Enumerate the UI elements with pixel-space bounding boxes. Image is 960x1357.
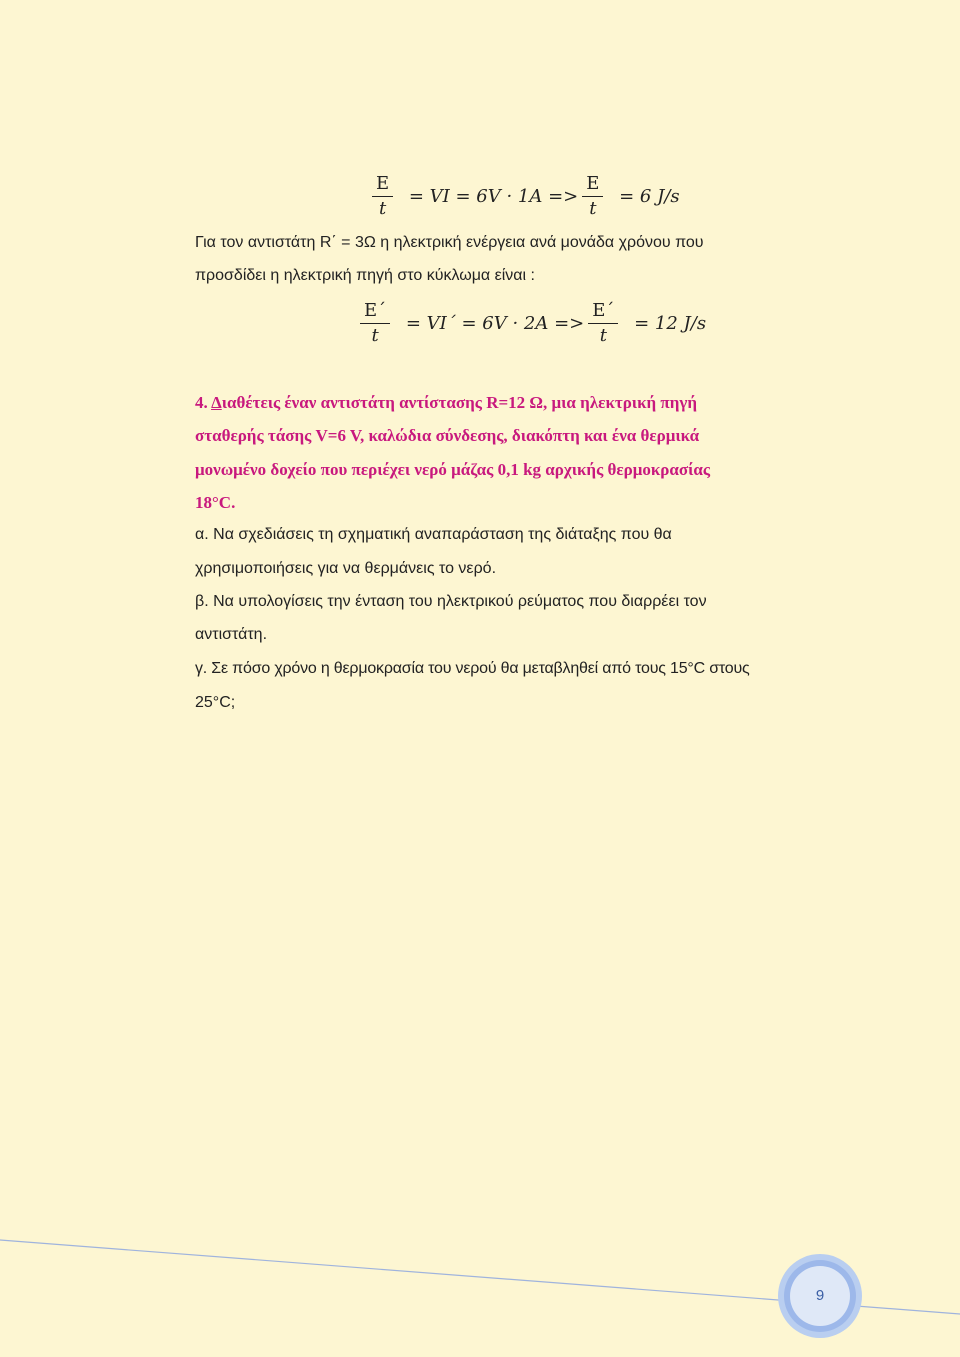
fraction-denominator: t xyxy=(378,198,387,219)
question-first-letter: Δ xyxy=(211,393,222,412)
equation-result: = 12 𝐽/𝑠 xyxy=(628,313,707,334)
fraction-e-prime-over-t-2 xyxy=(588,301,618,346)
subquestion-a-cont: χρησιμοποιήσεις για να θερμάνεις το νερό. xyxy=(195,560,497,577)
equation-result: = 6 𝐽/𝑠 xyxy=(613,186,680,207)
subquestion-c-cont: 25°C; xyxy=(195,694,236,711)
equation-energy-rate-2 xyxy=(356,301,706,346)
fraction-numerator: E xyxy=(582,174,603,197)
question-line xyxy=(195,386,835,420)
paragraph-line: προσδίδει η ηλεκτρική πηγή στο κύκλωμα είναι : xyxy=(195,267,535,284)
question-text: ιαθέτεις έναν αντιστάτη αντίστασης R=12 Ω, μια ηλεκτρική πηγή xyxy=(221,393,697,412)
question-line: σταθερής τάσης V=6 V, καλώδια σύνδεσης, διακόπτη και ένα θερμικά xyxy=(195,426,700,445)
equation-middle: = 𝑉𝐼΄ = 6𝑉 · 2𝐴 => xyxy=(400,313,585,334)
subquestion-c: γ. Σε πόσο χρόνο η θερμοκρασία του νερού θα μεταβληθεί από τους 15°C στους xyxy=(195,660,750,677)
fraction-e-prime-over-t xyxy=(360,301,390,346)
subquestion-a: α. Να σχεδιάσεις τη σχηματική αναπαράσταση της διάταξης που θα xyxy=(195,526,672,543)
question-number: 4. xyxy=(195,393,212,412)
fraction-e-over-t xyxy=(372,174,393,219)
fraction-e-over-t-2 xyxy=(582,174,603,219)
fraction-denominator: t xyxy=(599,325,607,346)
subquestion-b-cont: αντιστάτη. xyxy=(195,626,268,643)
question-line: μονωμένο δοχείο που περιέχει νερό μάζας 0,1 kg αρχικής θερμοκρασίας xyxy=(195,460,711,479)
fraction-denominator: t xyxy=(589,198,597,219)
equation-middle: = 𝑉𝐼 = 6𝑉 · 1𝐴 => xyxy=(403,186,579,207)
question-line: 18°C. xyxy=(195,493,236,512)
page-number: 9 xyxy=(815,1287,825,1304)
fraction-numerator: E xyxy=(372,174,393,197)
fraction-numerator: E΄ xyxy=(360,301,390,324)
equation-energy-rate-1 xyxy=(368,174,680,219)
subquestion-b: β. Να υπολογίσεις την ένταση του ηλεκτρικού ρεύματος που διαρρέει τον xyxy=(195,593,707,610)
fraction-numerator: E΄ xyxy=(588,301,618,324)
fraction-denominator: t xyxy=(371,325,379,346)
paragraph-line: Για τον αντιστάτη R΄ = 3Ω η ηλεκτρική ενέργεια ανά μονάδα χρόνου που xyxy=(195,234,704,251)
